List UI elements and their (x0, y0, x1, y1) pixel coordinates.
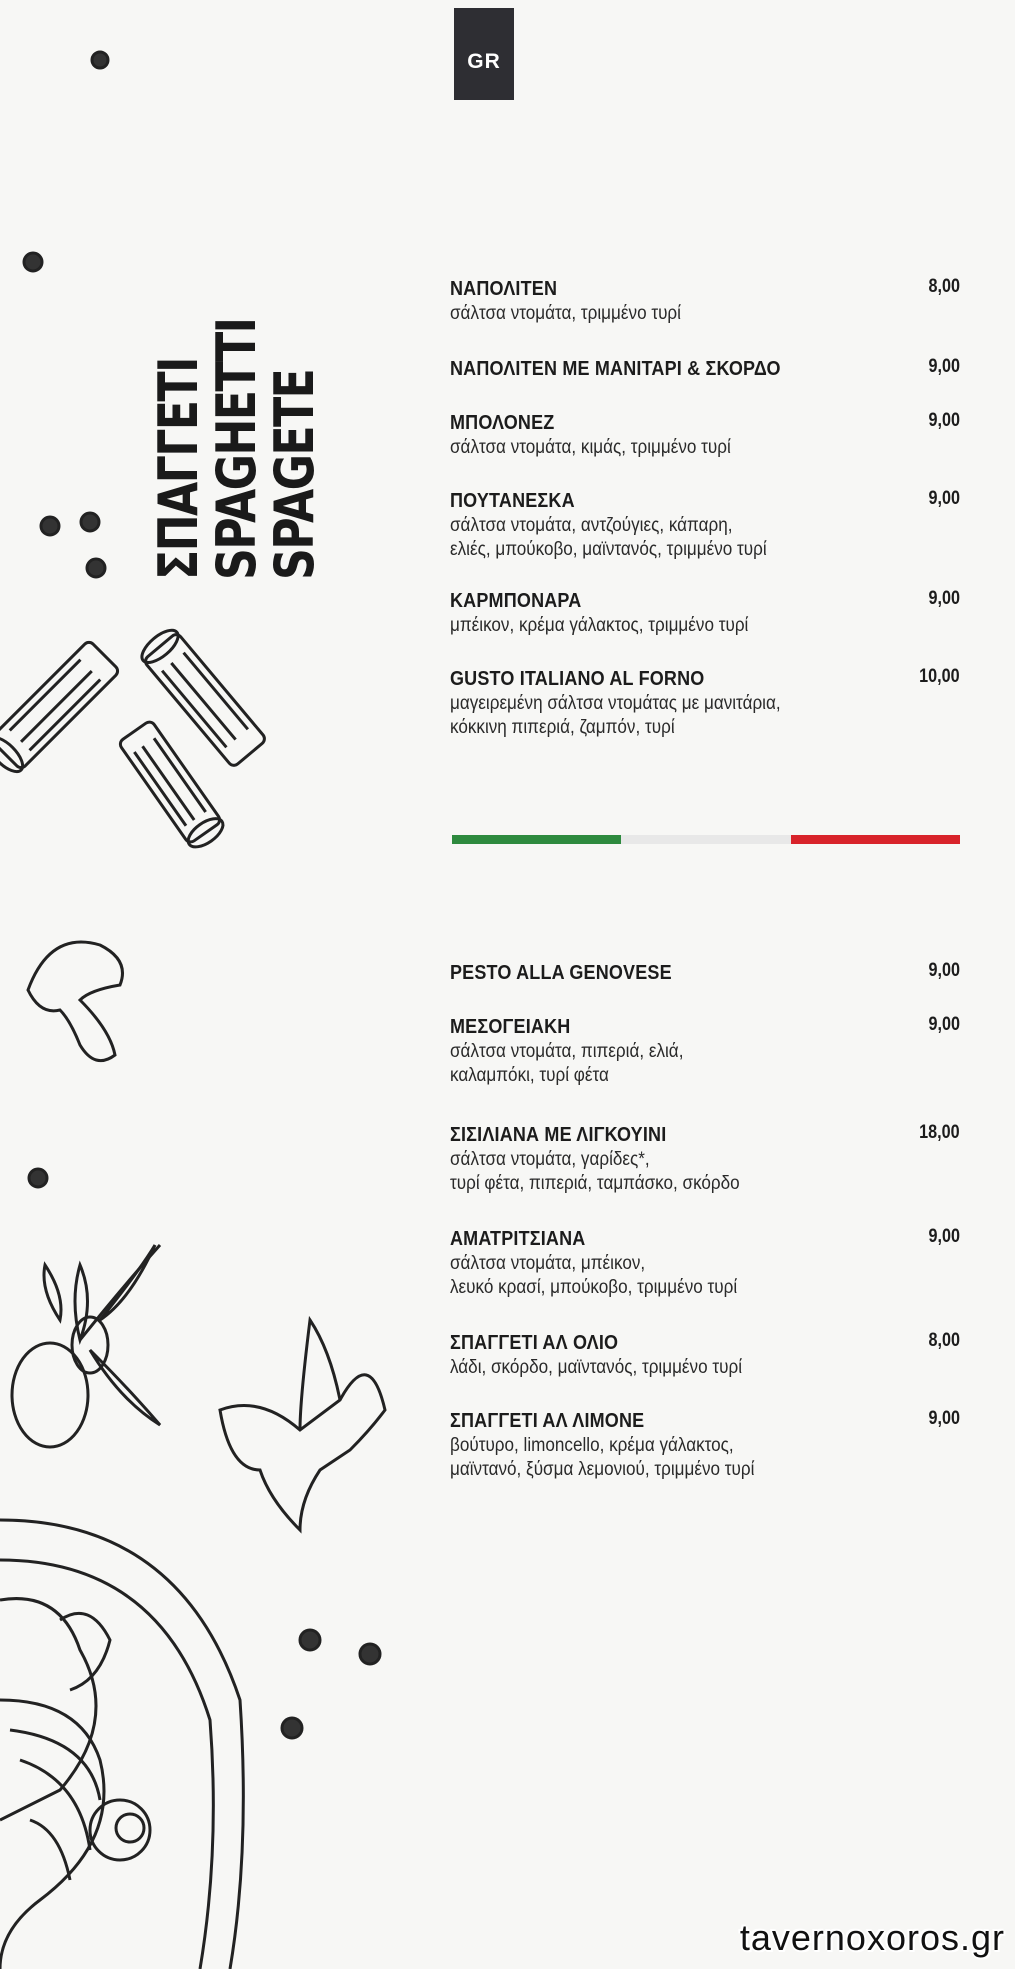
watermark: tavernoxoros.gr (739, 1917, 1005, 1958)
menu-item-aglio-olio (450, 1330, 960, 1380)
item-desc: μαγειρεμένη σάλτσα ντομάτας με μανιτάρια, (450, 693, 781, 714)
section-titles (147, 160, 360, 580)
item-name: ΜΕΣΟΓΕΙΑΚΗ (450, 1016, 571, 1038)
language-tab[interactable]: GR (454, 8, 514, 100)
item-price: 10,00 (919, 666, 960, 687)
item-desc: μπέικον, κρέμα γάλακτος, τριμμένο τυρί (450, 615, 749, 636)
item-desc: σάλτσα ντομάτα, αντζούγιες, κάπαρη, (450, 515, 733, 536)
item-desc: σάλτσα ντομάτα, κιμάς, τριμμένο τυρί (450, 437, 731, 458)
item-desc: σάλτσα ντομάτα, μπέικον, (450, 1253, 646, 1274)
section-title-albanian: SPAGETE (263, 369, 326, 580)
item-price: 9,00 (928, 1226, 960, 1247)
menu-item-siciliana (450, 1122, 960, 1196)
menu-item-limone (450, 1408, 960, 1482)
item-price: 9,00 (928, 960, 960, 981)
item-name: ΠΟΥΤΑΝΕΣΚΑ (450, 490, 575, 512)
flag-green (452, 835, 621, 844)
item-name: ΑΜΑΤΡΙΤΣΙΑΝΑ (450, 1228, 586, 1250)
item-name: ΚΑΡΜΠΟΝΑΡΑ (450, 590, 582, 612)
menu-item-mesogeiaki (450, 1014, 960, 1088)
item-desc: σάλτσα ντομάτα, γαρίδες*, (450, 1149, 650, 1170)
item-desc: ελιές, μπούκοβο, μαϊντανός, τριμμένο τυρί (450, 539, 767, 560)
item-desc: λάδι, σκόρδο, μαϊντανός, τριμμένο τυρί (450, 1357, 743, 1378)
item-price: 8,00 (928, 1330, 960, 1351)
menu-item-napoliten (450, 276, 960, 326)
item-desc: καλαμπόκι, τυρί φέτα (450, 1065, 609, 1086)
item-name: ΜΠΟΛΟΝΕΖ (450, 412, 555, 434)
item-price: 9,00 (928, 1014, 960, 1035)
menu-item-bolognese (450, 410, 960, 460)
menu-item-amatriciana (450, 1226, 960, 1300)
menu-item-napoliten-mushroom (450, 356, 960, 382)
item-desc: λευκό κρασί, μπούκοβο, τριμμένο τυρί (450, 1277, 738, 1298)
menu-item-carbonara (450, 588, 960, 638)
menu-item-gusto-italiano (450, 666, 960, 740)
flag-red (791, 835, 960, 844)
item-price: 9,00 (928, 356, 960, 377)
flag-white (621, 835, 790, 844)
item-name: ΣΙΣΙΛΙΑΝΑ ΜΕ ΛΙΓΚΟΥΙΝΙ (450, 1124, 667, 1146)
item-name: GUSTO ITALIANO AL FORNO (450, 668, 705, 690)
item-desc: σάλτσα ντομάτα, πιπεριά, ελιά, (450, 1041, 684, 1062)
item-price: 9,00 (928, 488, 960, 509)
item-name: ΣΠΑΓΓΕΤΙ ΑΛ ΛΙΜΟΝΕ (450, 1410, 645, 1432)
item-price: 9,00 (928, 410, 960, 431)
item-desc: βούτυρο, limoncello, κρέμα γάλακτος, (450, 1435, 734, 1456)
menu-item-pesto (450, 960, 960, 986)
item-price: 9,00 (928, 588, 960, 609)
menu-item-puttanesca (450, 488, 960, 562)
item-desc: σάλτσα ντομάτα, τριμμένο τυρί (450, 303, 681, 324)
item-price: 18,00 (919, 1122, 960, 1143)
item-price: 9,00 (928, 1408, 960, 1429)
item-desc: τυρί φέτα, πιπεριά, ταμπάσκο, σκόρδο (450, 1173, 740, 1194)
item-desc: μαϊντανό, ξύσμα λεμονιού, τριμμένο τυρί (450, 1459, 755, 1480)
item-name: PESTO ALLA GENOVESE (450, 962, 672, 984)
item-price: 8,00 (928, 276, 960, 297)
item-desc: κόκκινη πιπεριά, ζαμπόν, τυρί (450, 717, 675, 738)
item-name: ΝΑΠΟΛΙΤΕΝ (450, 278, 558, 300)
italian-flag-divider (452, 835, 960, 844)
item-name: ΣΠΑΓΓΕΤΙ ΑΛ ΟΛΙΟ (450, 1332, 619, 1354)
section-title-italian: SPAGHETTI (205, 318, 268, 580)
section-title-greek: ΣΠΑΓΓΕΤΙ (147, 358, 210, 580)
item-name: ΝΑΠΟΛΙΤΕΝ ΜΕ ΜΑΝΙΤΑΡΙ & ΣΚΟΡΔΟ (450, 358, 781, 380)
